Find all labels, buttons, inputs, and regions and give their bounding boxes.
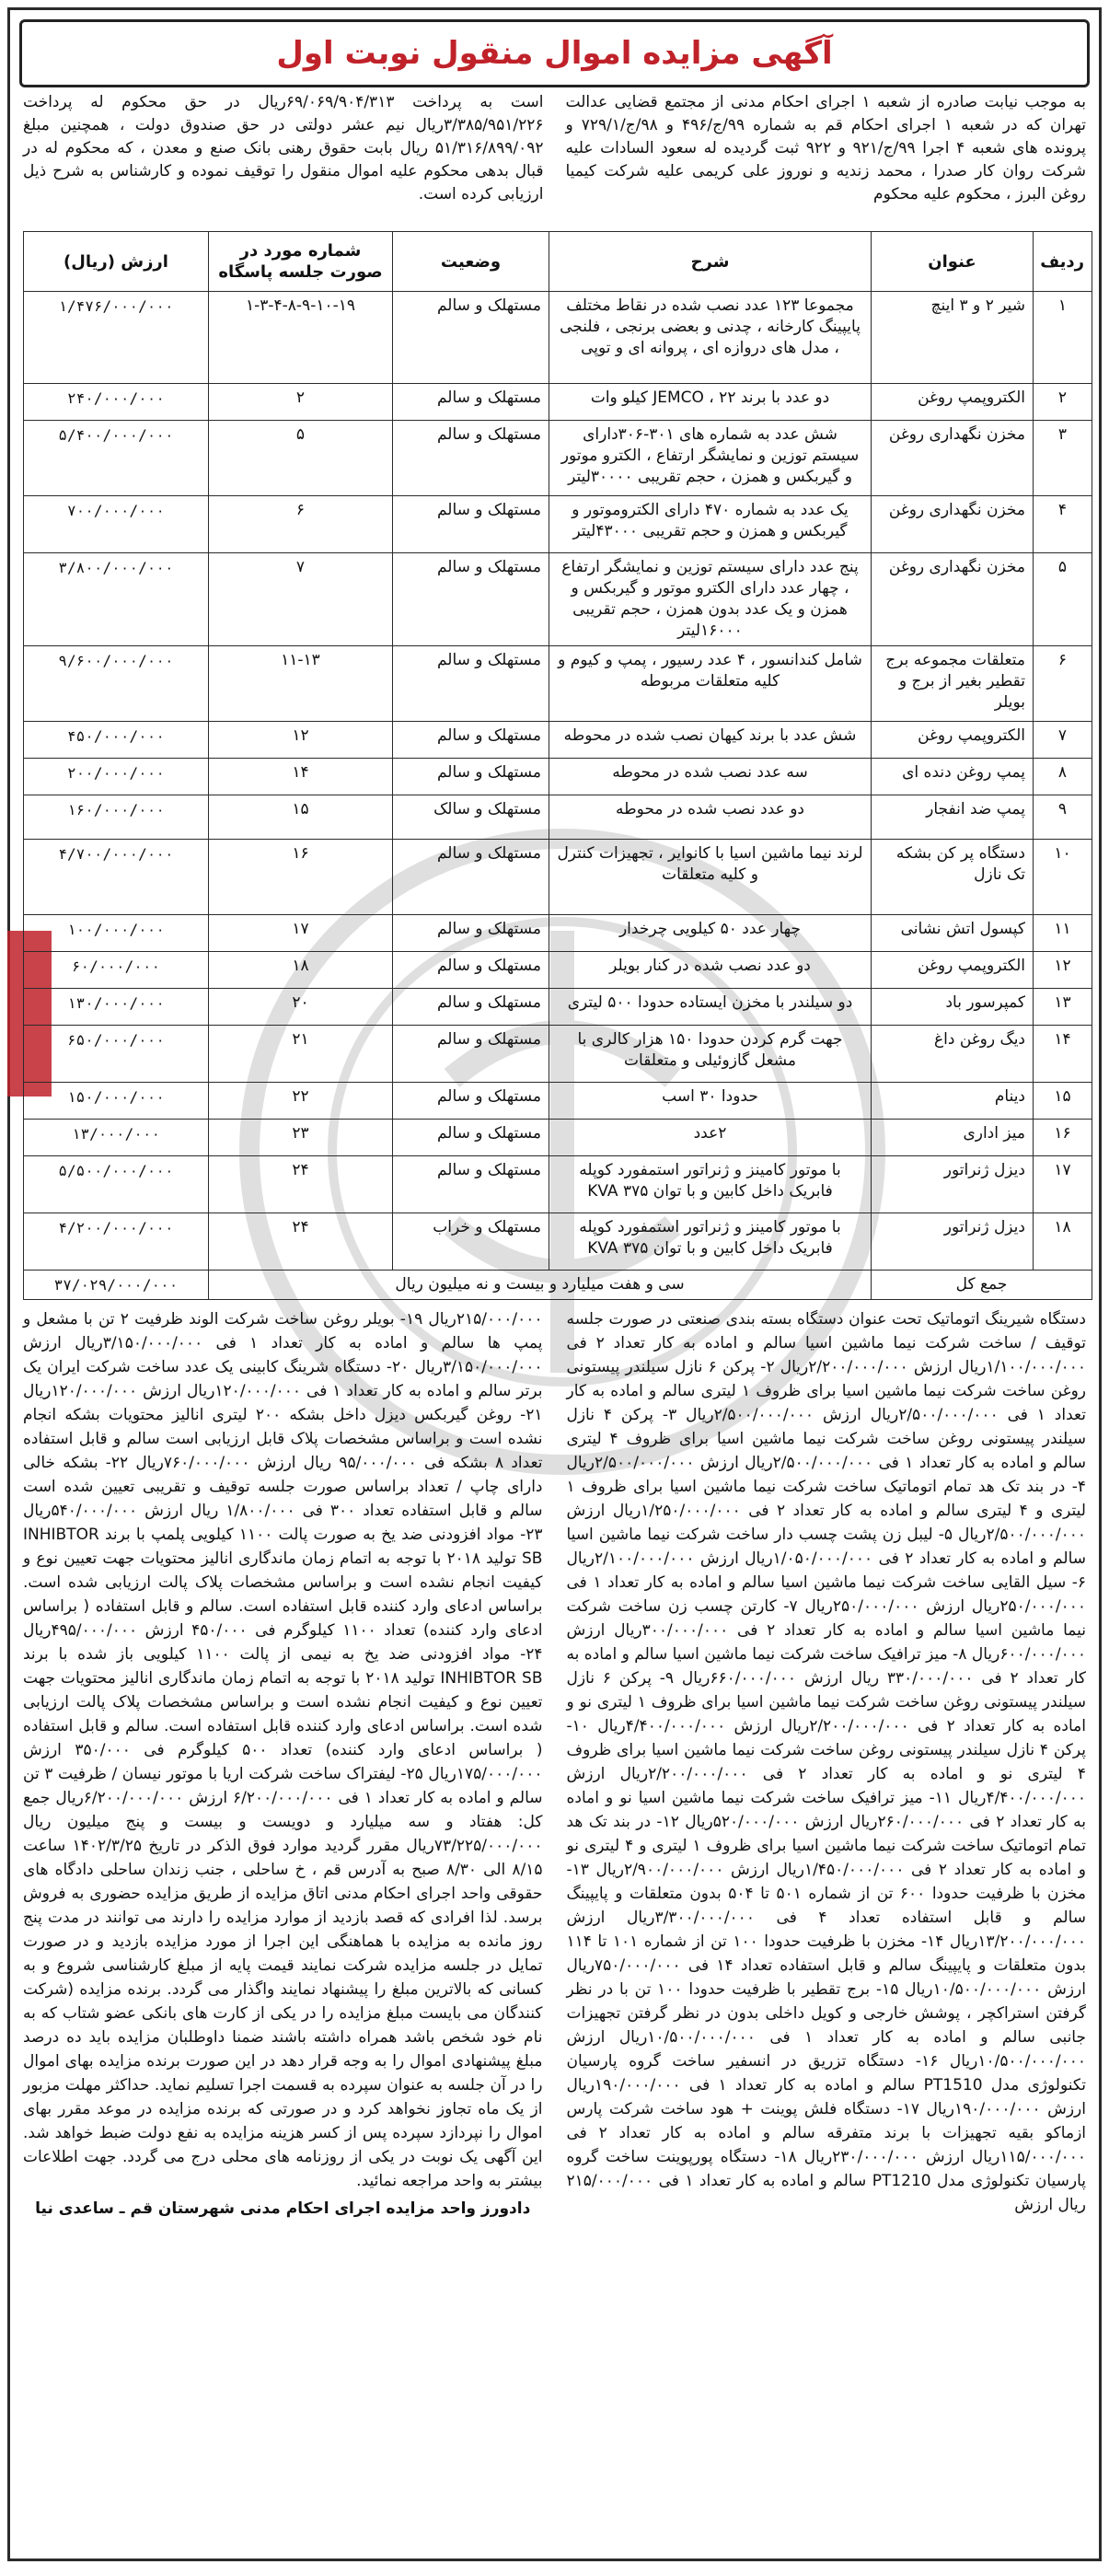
row-number: ۸	[1034, 759, 1092, 795]
item-description: مجموعا ۱۲۳ عدد نصب شده در نقاط مختلف پایپینگ کارخانه ، چدنی و بعضی برنجی ، فلنجی ، مدل های دروازه ای ، پروانه ای و توپی	[549, 292, 872, 384]
table-row	[24, 989, 1092, 1026]
details-left-column	[23, 1307, 543, 2221]
row-number: ۱۶	[1034, 1120, 1092, 1156]
table-row	[24, 1156, 1092, 1213]
item-value: ۵/۴۰۰/۰۰۰/۰۰۰	[24, 421, 209, 496]
details-right-column	[567, 1307, 1087, 2221]
header-status: وضعیت	[393, 232, 549, 292]
item-reference: ۷	[209, 553, 393, 646]
item-name: دستگاه پر کن بشکه تک نازل	[872, 840, 1034, 915]
row-number: ۳	[1034, 421, 1092, 496]
item-description: شامل کندانسور ، ۴ عدد رسیور ، پمپ و کیوم و کلیه متعلقات مربوطه	[549, 646, 872, 722]
item-status: مستهلک و سالم	[393, 1026, 549, 1083]
header-reference: شماره مورد در صورت جلسه پاسگاه	[209, 232, 393, 292]
item-status: مستهلک و سالم	[393, 1120, 549, 1156]
table-row	[24, 759, 1092, 795]
item-description: دو عدد نصب شده در کنار بویلر	[549, 952, 872, 989]
item-status: مستهلک و سالم	[393, 840, 549, 915]
item-reference: ۱۷	[209, 915, 393, 952]
row-number: ۱۴	[1034, 1026, 1092, 1083]
item-reference: ۱۲	[209, 722, 393, 759]
item-name: الکتروپمپ روغن	[872, 384, 1034, 421]
item-status: مستهلک و سالم	[393, 759, 549, 795]
details-left-text: ۲۱۵/۰۰۰/۰۰۰ریال ۱۹- بویلر روغن ساخت شرکت الوند ظرفیت ۲ تن با مشعل و پمپ ها سالم و اماده به کار تعداد ۱ فی ۳/۱۵۰/۰۰۰/۰۰۰ریال ارزش ۳/۱۵۰/۰۰۰/۰۰۰ریال ۲۰- دستگاه شرینگ کابینی یک عدد ساخت شرکت ایران یک برتر سالم و اماده به کار تعداد ۱ فی ۱۲۰/۰۰۰/۰۰۰ریال ارزش ۱۲۰/۰۰۰/۰۰۰ریال ۲۱- روغن گیربکس دیزل داخل بشکه ۲۰۰ لیتری انالیز محتویات بشکه انجام نشده است و براساس مشخصات پلاک قابل ارزیابی است سالم و قابل استفاده تعداد ۸ بشکه فی ۹۵/۰۰۰/۰۰۰ ریال ارزش ۷۶۰/۰۰۰/۰۰۰ریال ۲۲- بشکه خالی دارای چاپ / تعداد براساس صورت جلسه توقیف و تقریبی تعیین شده است سالم و قابل استفاده تعداد ۳۰۰ فی ۱/۸۰۰/۰۰۰ ریال ارزش ۵۴۰/۰۰۰/۰۰۰ریال ۲۳- مواد افزودنی ضد یخ به صورت پالت ۱۱۰۰ کیلویی پلمپ با برند INHIBTOR SB تولید ۲۰۱۸ با توجه به اتمام زمان ماندگاری انالیز محتویات جهت تعیین نوع و کیفیت انجام نشده است و براساس مشخصات پلاک پالت ارزیابی شده است. براساس ادعای وارد کننده قابل استفاده است. سالم و قابل استفاده ( براساس ادعای وارد کننده) تعداد ۱۱۰۰ کیلوگرم فی ۴۵۰/۰۰۰ ارزش ۴۹۵/۰۰۰/۰۰۰ریال ۲۴- مواد افزودنی ضد یخ به نیمی از پالت ۱۱۰۰ کیلویی باز شده با برند INHIBTOR SB تولید ۲۰۱۸ با توجه به اتمام زمان ماندگاری انالیز محتویات جهت تعیین نوع و کیفیت انجام نشده است و براساس مشخصات پلاک پالت ارزیابی شده است. براساس ادعای وارد کننده قابل استفاده است. سالم و قابل استفاده ( براساس ادعای وارد کننده) تعداد ۵۰۰ کیلوگرم فی ۳۵۰/۰۰۰ ارزش ۱۷۵/۰۰۰/۰۰۰ریال ۲۵- لیفتراک ساخت شرکت اریا با موتور نیسان / ظرفیت ۳ تن سالم و اماده به کار تعداد ۱ فی ۶/۲۰۰/۰۰۰/۰۰۰ ارزش ۶/۲۰۰/۰۰۰/۰۰۰ریال جمع کل: هفتاد و سه میلیارد و دویست و بیست و پنج میلیون ریال ۷۳/۲۲۵/۰۰۰/۰۰۰ریال مقرر گردید موارد فوق الذکر در تاریخ ۱۴۰۲/۳/۲۵ ساعت ۸/۱۵ الی ۸/۳۰ صبح به آدرس قم ، خ ساحلی ، جنب زندان ساحلی دادگاه های حقوقی واحد اجرای احکام مدنی اتاق مزایده از طریق مزایده حضوری به فروش برسد. لذا افرادی که قصد بازدید از موارد مزایده را دارند می توانند در مدت پنج روز مانده به مزایده با هماهنگی این اجرا از مورد مزایده بازدید و در صورت تمایل در جلسه مزایده شرکت نمایند قیمت پایه از مبلغ کارشناسی شروع و به کسانی که بالاترین مبلغ را پیشنهاد نمایند واگذار می گردد. برنده مزایده (شرکت کنندگان می بایست مبلغ مزایده را در یکی از کارت های بانکی عضو شتاب که به نام خود شخص باشد همراه داشته باشند ضمنا داوطلبان مزایده باید ده درصد مبلغ پیشنهادی اموال را به وجه قرار دهد در این صورت برنده مزایده بهای اموال را در آن جلسه به عنوان سپرده به قسمت اجرا تسلیم نماید. حداکثر مهلت مزبور از یک ماه تجاوز نخواهد کرد و در صورتی که برنده مزایده در موعد مقرر بهای اموال را نپردازد سپرده پس از کسر هزینه مزایده به نفع دولت ضبط خواهد شد. این آگهی یک نوبت در یکی از روزنامه های محلی درج می گردد. جهت اطلاعات بیشتر به واحد مراجعه نمائید.	[23, 1310, 543, 2190]
table-row	[24, 840, 1092, 915]
item-name: دیزل ژنراتور	[872, 1156, 1034, 1213]
item-name: دیگ روغن داغ	[872, 1026, 1034, 1083]
signature: دادورز واحد مزایده اجرای احکام مدنی شهرستان قم ـ ساعدی نیا	[35, 2199, 531, 2218]
item-status: مستهلک و سالم	[393, 722, 549, 759]
item-description: جهت گرم کردن حدودا ۱۵۰ هزار کالری با مشعل گازوئیلی و متعلقات	[549, 1026, 872, 1083]
table-row	[24, 496, 1092, 553]
total-value: ۳۷/۰۲۹/۰۰۰/۰۰۰	[24, 1271, 209, 1300]
item-description: شش عدد با برند کیهان نصب شده در محوطه	[549, 722, 872, 759]
notice-page	[7, 7, 1102, 2561]
row-number: ۱۵	[1034, 1083, 1092, 1120]
row-number: ۱	[1034, 292, 1092, 384]
item-reference: ۲۲	[209, 1083, 393, 1120]
item-reference: ۱۸	[209, 952, 393, 989]
item-reference: ۵	[209, 421, 393, 496]
item-value: ۴/۷۰۰/۰۰۰/۰۰۰	[24, 840, 209, 915]
table-row	[24, 1026, 1092, 1083]
item-reference: ۱۱-۱۳	[209, 646, 393, 722]
item-value: ۴/۲۰۰/۰۰۰/۰۰۰	[24, 1213, 209, 1271]
item-description: حدودا ۳۰ اسب	[549, 1083, 872, 1120]
header-row-number: ردیف	[1034, 232, 1092, 292]
item-description: یک عدد به شماره ۴۷۰ دارای الکتروموتور و گیربکس و همزن و حجم تقریبی ۴۳۰۰۰لیتر	[549, 496, 872, 553]
item-status: مستهلک و سالم	[393, 952, 549, 989]
item-description: دو عدد نصب شده در محوطه	[549, 795, 872, 840]
table-header-row	[24, 232, 1092, 292]
table-body	[24, 292, 1092, 1271]
auction-items-table	[23, 231, 1092, 1300]
item-description: چهار عدد ۵۰ کیلویی چرخدار	[549, 915, 872, 952]
item-value: ۷۰۰/۰۰۰/۰۰۰	[24, 496, 209, 553]
item-value: ۴۵۰/۰۰۰/۰۰۰	[24, 722, 209, 759]
table-row	[24, 952, 1092, 989]
header-value: ارزش (ریال)	[24, 232, 209, 292]
item-value: ۵/۵۰۰/۰۰۰/۰۰۰	[24, 1156, 209, 1213]
item-description: دو عدد با برند JEMCO ، ۲۲ کیلو وات	[549, 384, 872, 421]
item-status: مستهلک و خراب	[393, 1213, 549, 1271]
item-status: مستهلک و سالک	[393, 795, 549, 840]
row-number: ۱۲	[1034, 952, 1092, 989]
item-value: ۱/۴۷۶/۰۰۰/۰۰۰	[24, 292, 209, 384]
row-number: ۱۱	[1034, 915, 1092, 952]
table-row	[24, 421, 1092, 496]
item-value: ۶۵۰/۰۰۰/۰۰۰	[24, 1026, 209, 1083]
item-value: ۹/۶۰۰/۰۰۰/۰۰۰	[24, 646, 209, 722]
item-reference: ۱۵	[209, 795, 393, 840]
item-status: مستهلک و سالم	[393, 1083, 549, 1120]
total-in-words: سی و هفت میلیارد و بیست و نه میلیون ریال	[209, 1271, 872, 1300]
item-name: مخزن نگهداری روغن	[872, 496, 1034, 553]
table-row	[24, 292, 1092, 384]
item-status: مستهلک و سالم	[393, 1156, 549, 1213]
item-reference: ۶	[209, 496, 393, 553]
item-name: پمپ ضد انفجار	[872, 795, 1034, 840]
row-number: ۱۳	[1034, 989, 1092, 1026]
item-description: شش عدد به شماره های ۳۰۱-۳۰۶دارای سیستم توزین و نمایشگر ارتفاع ، الکترو موتور و گیربکس و همزن ، حجم تقریبی ۳۰۰۰۰لیتر	[549, 421, 872, 496]
intro-section	[23, 91, 1086, 229]
row-number: ۶	[1034, 646, 1092, 722]
item-name: مخزن نگهداری روغن	[872, 421, 1034, 496]
item-reference: ۲۳	[209, 1120, 393, 1156]
row-number: ۲	[1034, 384, 1092, 421]
item-status: مستهلک و سالم	[393, 496, 549, 553]
item-status: مستهلک و سالم	[393, 989, 549, 1026]
row-number: ۹	[1034, 795, 1092, 840]
item-value: ۲۴۰/۰۰۰/۰۰۰	[24, 384, 209, 421]
item-description: ۲عدد	[549, 1120, 872, 1156]
item-value: ۶۰/۰۰۰/۰۰۰	[24, 952, 209, 989]
item-status: مستهلک و سالم	[393, 646, 549, 722]
item-name: شیر ۲ و ۳ اینچ	[872, 292, 1034, 384]
details-right-text: دستگاه شیرینگ اتوماتیک تحت عنوان دستگاه بسته بندی صنعتی در صورت جلسه توقیف / ساخت شرکت نیما ماشین اسیا سالم و اماده به کار تعداد ۲ فی ۱/۱۰۰/۰۰۰/۰۰۰ریال ارزش ۲/۲۰۰/۰۰۰/۰۰۰ریال ۲- پرکن ۶ نازل سیلندر پیستونی روغن ساخت شرکت نیما ماشین اسیا برای ظروف ۱ لیتری سالم و اماده به کار تعداد ۱ فی ۲/۵۰۰/۰۰۰/۰۰۰ریال ارزش ۲/۵۰۰/۰۰۰/۰۰۰ریال ۳- پرکن ۴ نازل سیلندر پیستونی روغن ساخت شرکت نیما ماشین اسیا برای ظروف ۴ لیتری سالم و اماده به کار تعداد ۱ فی ۲/۵۰۰/۰۰۰/۰۰۰ریال ارزش ۲/۵۰۰/۰۰۰/۰۰۰ریال ۴- در بند تک هد تمام اتوماتیک ساخت شرکت نیما ماشین اسیا برای ظروف ۱ لیتری و ۴ لیتری سالم و اماده به کار تعداد ۲ فی ۱/۲۵۰/۰۰۰/۰۰۰ریال ارزش ۲/۵۰۰/۰۰۰/۰۰۰ریال ۵- لیبل زن پشت چسب دار ساخت شرکت نیما ماشین اسیا سالم و اماده به کار تعداد ۲ فی ۱/۰۵۰/۰۰۰/۰۰۰ریال ارزش ۲/۱۰۰/۰۰۰/۰۰۰ریال ۶- سیل القایی ساخت شرکت نیما ماشین اسیا سالم و اماده به کار تعداد ۱ فی ۲۵۰/۰۰۰/۰۰۰ریال ارزش ۲۵۰/۰۰۰/۰۰۰ریال ۷- کارتن چسب زن ساخت شرکت نیما ماشین اسیا سالم و اماده به کار تعداد ۲ فی ۳۰۰/۰۰۰/۰۰۰ریال ارزش ۶۰۰/۰۰۰/۰۰۰ریال ۸- میز ترافیک ساخت شرکت نیما ماشین اسیا سالم و اماده به کار تعداد ۲ فی ۳۳۰/۰۰۰/۰۰۰ ریال ارزش ۶۶۰/۰۰۰/۰۰۰ریال ۹- پرکن ۶ نازل سیلندر پیستونی روغن ساخت شرکت نیما ماشین اسیا برای ظروف ۱ لیتری نو و اماده به کار تعداد ۲ فی ۲/۲۰۰/۰۰۰/۰۰۰ریال ارزش ۴/۴۰۰/۰۰۰/۰۰۰ریال ۱۰- پرکن ۴ نازل سیلندر پیستونی روغن ساخت شرکت نیما ماشین اسیا برای ظروف ۴ لیتری نو و اماده به کار تعداد ۲ فی ۲/۲۰۰/۰۰۰/۰۰۰ریال ارزش ۴/۴۰۰/۰۰۰/۰۰۰ریال ۱۱- میز ترافیک ساخت شرکت نیما ماشین اسیا نو و اماده به کار تعداد ۲ فی ۲۶۰/۰۰۰/۰۰۰ریال ارزش ۵۲۰/۰۰۰/۰۰۰ریال ۱۲- در بند تک هد تمام اتوماتیک ساخت شرکت نیما ماشین اسیا برای ظروف ۱ لیتری و ۴ لیتری نو و اماده به کار تعداد ۲ فی ۱/۴۵۰/۰۰۰/۰۰۰ریال ارزش ۲/۹۰۰/۰۰۰/۰۰۰ریال ۱۳- مخزن با ظرفیت حدودا ۶۰۰ تن از شماره ۵۰۱ تا ۵۰۴ بدون متعلقات و پایپینگ سالم و قابل استفاده تعداد ۴ فی ۳/۳۰۰/۰۰۰/۰۰۰ریال ارزش ۱۳/۲۰۰/۰۰۰/۰۰۰ریال ۱۴- مخزن با ظرفیت حدودا ۱۰۰ تن از شماره ۱۰۱ تا ۱۱۴ بدون متعلقات و پایپینگ سالم و قابل استفاده تعداد ۱۴ فی ۷۵۰/۰۰۰/۰۰۰ریال ارزش ۱۰/۵۰۰/۰۰۰/۰۰۰ریال ۱۵- برج تقطیر با ظرفیت حدودا ۱۰۰ تن با در نظر گرفتن استراکچر ، پوشش خارجی و کویل داخلی بدون در نظر گرفتن تجهیزات جانبی سالم و اماده به کار تعداد ۱ فی ۱۰/۵۰۰/۰۰۰/۰۰۰ریال ارزش ۱۰/۵۰۰/۰۰۰/۰۰۰ریال ۱۶- دستگاه تزریق در انسفیر ساخت گروه پارسیان تکنولوژی مدل PT1510 سالم و اماده به کار تعداد ۱ فی ۱۹۰/۰۰۰/۰۰۰ریال ارزش ۱۹۰/۰۰۰/۰۰۰ریال ۱۷- دستگاه فلش پوینت + هود ساخت شرکت پارس ازماکو بقیه تجهیزات با برند متفرقه سالم و اماده به کار تعداد ۲ فی ۱۱۵/۰۰۰/۰۰۰ریال ارزش ۲۳۰/۰۰۰/۰۰۰ریال ۱۸- دستگاه پورپوینت ساخت گروه پارسیان تکنولوژی مدل PT1210 سالم و اماده به کار تعداد ۱ فی ۲۱۵/۰۰۰/۰۰۰ ریال ارزش	[566, 1310, 1087, 2214]
table-row	[24, 1213, 1092, 1271]
row-number: ۷	[1034, 722, 1092, 759]
row-number: ۱۰	[1034, 840, 1092, 915]
item-name: الکتروپمپ روغن	[872, 722, 1034, 759]
table-row	[24, 722, 1092, 759]
item-description: سه عدد نصب شده در محوطه	[549, 759, 872, 795]
item-name: مخزن نگهداری روغن	[872, 553, 1034, 646]
total-label: جمع کل	[872, 1271, 1092, 1300]
item-value: ۲۰۰/۰۰۰/۰۰۰	[24, 759, 209, 795]
row-number: ۱۷	[1034, 1156, 1092, 1213]
table-row	[24, 1083, 1092, 1120]
table-row	[24, 1120, 1092, 1156]
item-value: ۳/۸۰۰/۰۰۰/۰۰۰	[24, 553, 209, 646]
item-reference: ۲۴	[209, 1156, 393, 1213]
item-value: ۱۶۰/۰۰۰/۰۰۰	[24, 795, 209, 840]
item-status: مستهلک و سالم	[393, 915, 549, 952]
item-description: لرند نیما ماشین اسیا با کانوایر ، تجهیزات کنترل و کلیه متعلقات	[549, 840, 872, 915]
item-name: کپسول اتش نشانی	[872, 915, 1034, 952]
item-description: پنج عدد دارای سیستم توزین و نمایشگر ارتفاع ، چهار عدد دارای الکترو موتور و گیربکس و همزن و یک عدد بدون همزن ، حجم تقریبی ۱۶۰۰۰لیتر	[549, 553, 872, 646]
table-row	[24, 384, 1092, 421]
item-reference: ۲	[209, 384, 393, 421]
item-value: ۱۳۰/۰۰۰/۰۰۰	[24, 989, 209, 1026]
header-description: شرح	[549, 232, 872, 292]
item-name: کمپرسور باد	[872, 989, 1034, 1026]
row-number: ۵	[1034, 553, 1092, 646]
item-name: دیزل ژنراتور	[872, 1213, 1034, 1271]
item-name: متعلقات مجموعه برج تقطیر بغیر از برج و بویلر	[872, 646, 1034, 722]
item-reference: ۲۴	[209, 1213, 393, 1271]
row-number: ۴	[1034, 496, 1092, 553]
table-row	[24, 553, 1092, 646]
header-name: عنوان	[872, 232, 1034, 292]
item-name: میز اداری	[872, 1120, 1034, 1156]
item-reference: ۱۶	[209, 840, 393, 915]
item-description: با موتور کامینز و ژنراتور استمفورد کوپله فابریک داخل کابین و با توان ۳۷۵ KVA	[549, 1156, 872, 1213]
item-status: مستهلک و سالم	[393, 421, 549, 496]
row-number: ۱۸	[1034, 1213, 1092, 1271]
item-reference: ۲۰	[209, 989, 393, 1026]
intro-right-column: به موجب نیابت صادره از شعبه ۱ اجرای احکام مدنی از مجتمع قضایی عدالت تهران که در شعبه ۱ اجرای احکام قم به شماره ۹۹/ج/۴۹۶ و ۹۸/ج/۷۲۹/۱ و پرونده های شعبه ۴ اجرا ۹۹/ج/۹۲۱ و ۹۲۲ ثبت گردیده له سعود السادات علیه شرکت روان کار صدرا ، محمد زندیه و نوروز علی کریمی علیه شرکت کیمیا روغن البرز ، محکوم علیه محکوم	[565, 93, 1086, 203]
item-description: دو سیلندر با مخزن ایستاده حدودا ۵۰۰ لیتری	[549, 989, 872, 1026]
table-total-row	[24, 1271, 1092, 1300]
item-reference: ۲۱	[209, 1026, 393, 1083]
item-value: ۱۳/۰۰۰/۰۰۰	[24, 1120, 209, 1156]
item-reference: ۱-۳-۴-۸-۹-۱۰-۱۹	[209, 292, 393, 384]
details-section	[23, 1307, 1086, 2221]
item-description: با موتور کامینز و ژنراتور استمفورد کوپله فابریک داخل کابین و با توان ۳۷۵ KVA	[549, 1213, 872, 1271]
item-name: دینام	[872, 1083, 1034, 1120]
item-status: مستهلک و سالم	[393, 292, 549, 384]
table-row	[24, 646, 1092, 722]
item-reference: ۱۴	[209, 759, 393, 795]
table-row	[24, 915, 1092, 952]
item-value: ۱۰۰/۰۰۰/۰۰۰	[24, 915, 209, 952]
item-value: ۱۵۰/۰۰۰/۰۰۰	[24, 1083, 209, 1120]
item-status: مستهلک و سالم	[393, 553, 549, 646]
item-name: پمپ روغن دنده ای	[872, 759, 1034, 795]
item-status: مستهلک و سالم	[393, 384, 549, 421]
notice-title-box	[19, 19, 1090, 87]
intro-left-column: است به پرداخت ۶۹/۰۶۹/۹۰۴/۳۱۳ریال در حق محکوم له پرداخت ۳/۳۸۵/۹۵۱/۲۲۶ریال نیم عشر دولتی در حق صندوق دولت ، همچنین مبلغ ۵۱/۳۱۶/۸۹۹/۰۹۲ ریال بابت حقوق رهنی بانک صنع و معدن ، که محکوم له در قبال بدهی محکوم علیه اموال منقول را توقیف نموده و کارشناس به شرح ذیل ارزیابی کرده است.	[23, 93, 544, 203]
notice-title: آگهی مزایده اموال منقول نوبت اول	[276, 35, 833, 72]
table-row	[24, 795, 1092, 840]
item-name: الکتروپمپ روغن	[872, 952, 1034, 989]
